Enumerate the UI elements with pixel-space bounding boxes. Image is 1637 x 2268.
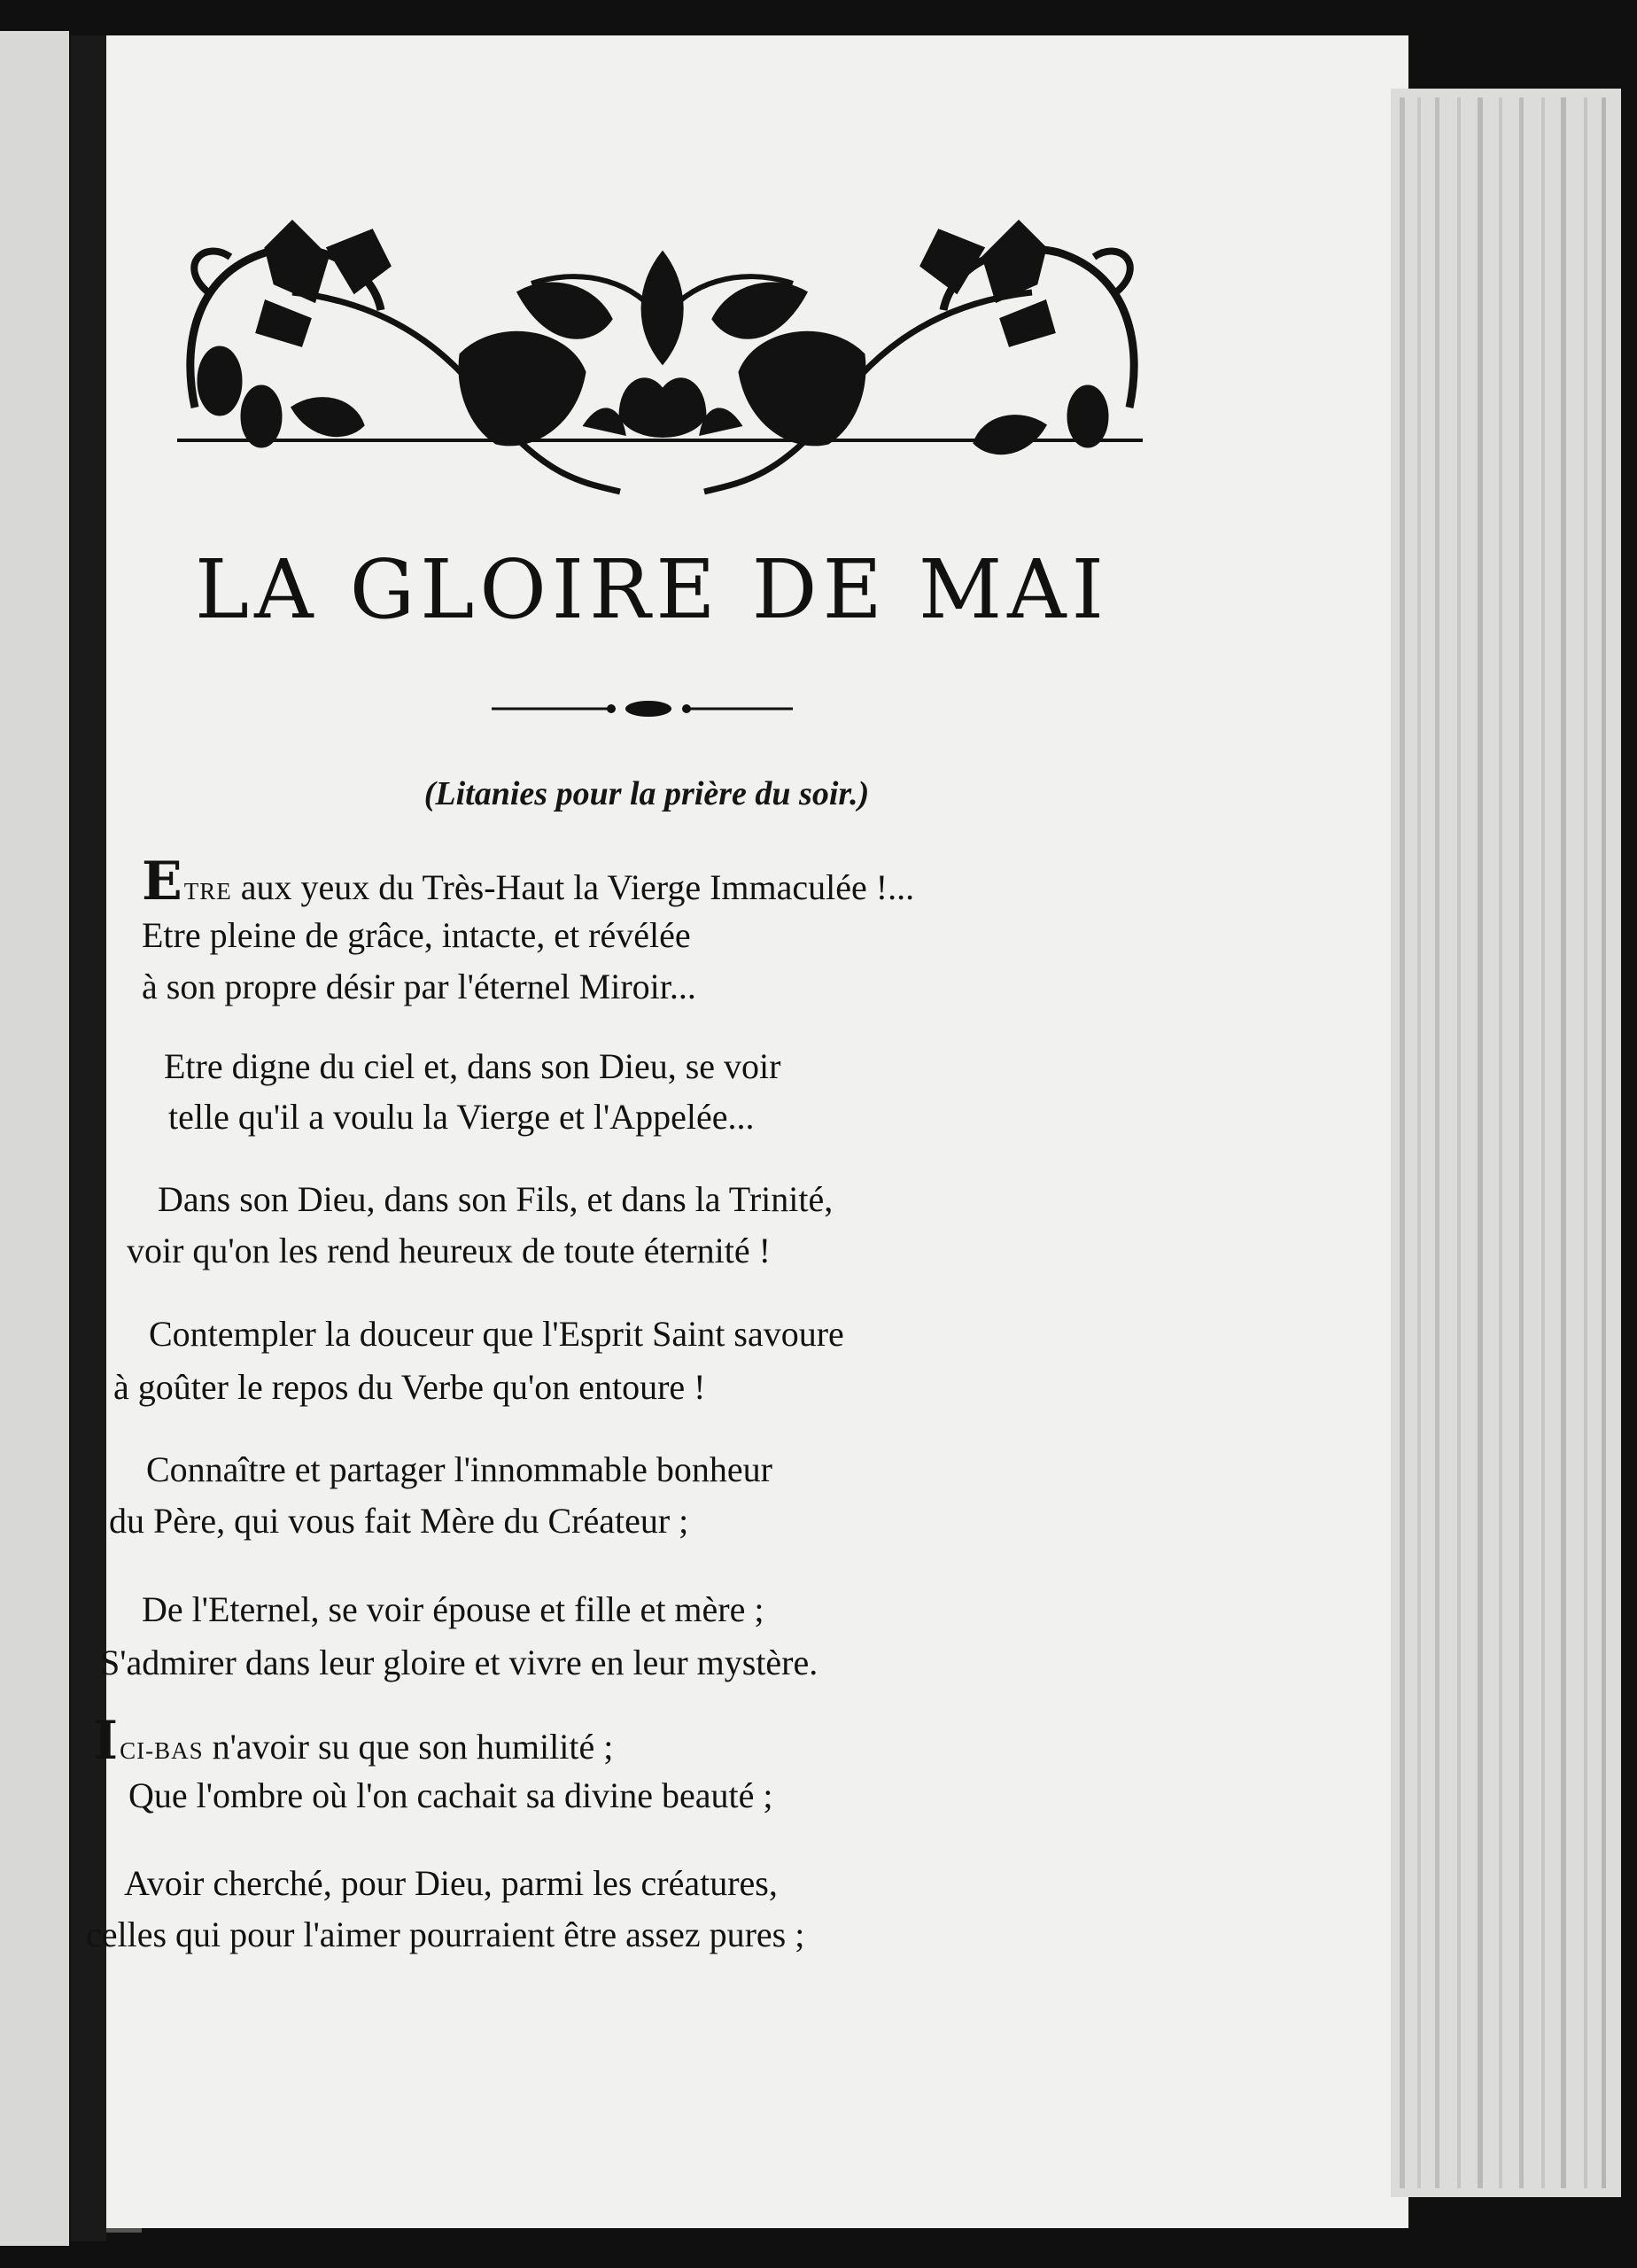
stanza-8-line-1: Avoir cherché, pour Dieu, parmi les créatures, (124, 1863, 778, 1903)
stanza-8-line-2: celles qui pour l'aimer pourraient être assez pures ; (86, 1915, 805, 1954)
stanza-6-line-1: De l'Eternel, se voir épouse et fille et mère ; (142, 1589, 764, 1629)
page-edge-stack (1391, 89, 1621, 2197)
drop-cap-initial: E (142, 850, 182, 913)
stanza-7-line-2: Que l'ombre où l'on cachait sa divine beauté ; (128, 1775, 773, 1815)
left-page-sliver (0, 31, 69, 2246)
drop-cap-initial: I (93, 1710, 119, 1772)
stanza-3-line-2: voir qu'on les rend heureux de toute éternité ! (127, 1231, 771, 1270)
stanza-1-line-3: à son propre désir par l'éternel Miroir... (142, 967, 696, 1006)
stanza-1-line-2: Etre pleine de grâce, intacte, et révélée (142, 915, 691, 955)
stanza-2-line-1: Etre digne du ciel et, dans son Dieu, se voir (164, 1046, 781, 1086)
stanza-7-line-1-text: n'avoir su que son humilité ; (203, 1727, 614, 1767)
stanza-4-line-2: à goûter le repos du Verbe qu'on entoure ! (113, 1367, 706, 1407)
stanza-4-line-1: Contempler la douceur que l'Esprit Saint savoure (149, 1314, 844, 1354)
small-caps-word: TRE (183, 878, 232, 905)
stanza-1-line-1-text: aux yeux du Très-Haut la Vierge Immaculée !... (231, 867, 915, 907)
binding-gutter (71, 35, 106, 2241)
stanza-5-line-1: Connaître et partager l'innommable bonheur (146, 1449, 772, 1489)
stanza-6-line-2: S'admirer dans leur gloire et vivre en leur mystère. (100, 1643, 818, 1682)
stanza-3-line-1: Dans son Dieu, dans son Fils, et dans la Trinité, (158, 1179, 834, 1219)
poem-subtitle: (Litanies pour la prière du soir.) (423, 775, 870, 812)
stanza-2-line-2: telle qu'il a voulu la Vierge et l'Appelée... (168, 1097, 755, 1137)
stanza-5-line-2: du Père, qui vous fait Mère du Créateur ; (109, 1501, 689, 1541)
small-caps-word: CI-BAS (120, 1737, 204, 1764)
page-title: LA GLOIRE DE MAI (195, 542, 1109, 637)
